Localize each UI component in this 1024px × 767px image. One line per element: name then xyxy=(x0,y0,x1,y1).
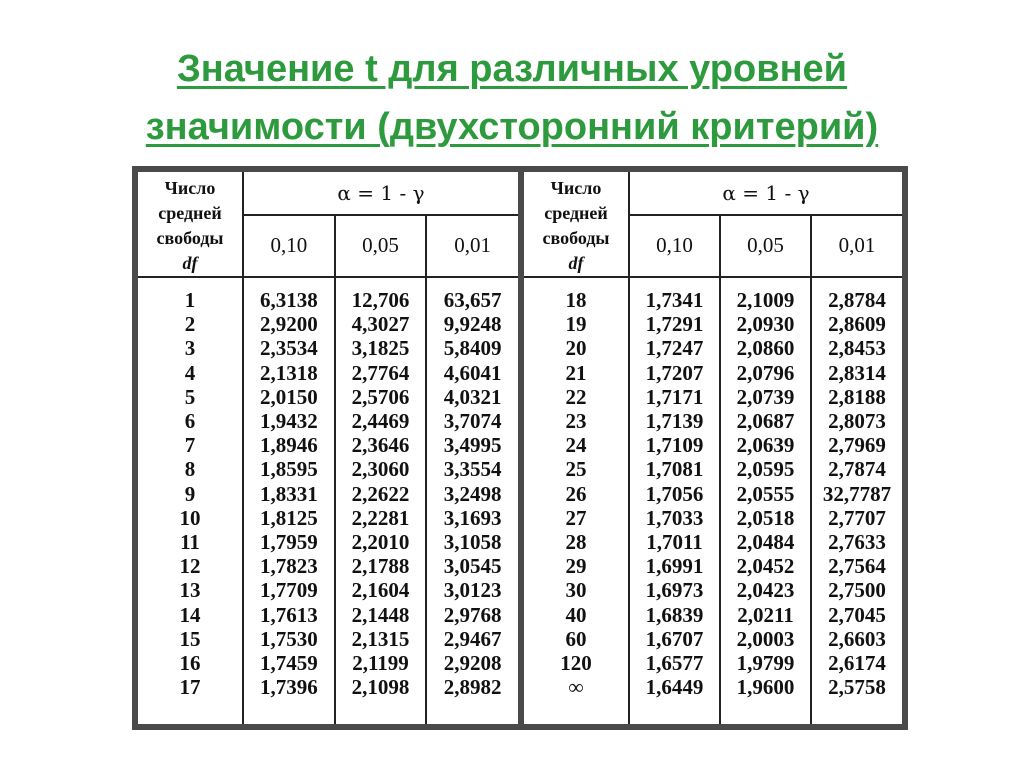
df-value: 21 xyxy=(565,360,587,385)
df-value: ∞ xyxy=(568,675,584,700)
t-value: 3,1825 xyxy=(351,336,410,361)
level-001-column xyxy=(811,277,902,724)
t-value: 2,0595 xyxy=(736,457,795,482)
alpha-header: α = 1 - γ xyxy=(629,172,902,215)
t-value: 63,657 xyxy=(443,288,502,312)
t-value: 2,0555 xyxy=(736,481,795,506)
t-value: 2,8609 xyxy=(828,312,886,337)
df-value: 16 xyxy=(179,651,201,676)
t-value: 2,5758 xyxy=(828,675,886,700)
t-value: 2,2281 xyxy=(351,505,410,530)
t-value: 1,9799 xyxy=(736,651,795,676)
t-table-frame xyxy=(132,166,908,730)
df-value: 24 xyxy=(565,433,587,458)
t-value: 1,7396 xyxy=(259,675,318,700)
df-value: 1 xyxy=(184,288,196,312)
t-value: 2,1448 xyxy=(351,602,410,627)
t-value: 32,7787 xyxy=(822,481,892,506)
t-value: 2,0518 xyxy=(736,505,795,530)
t-value: 2,7707 xyxy=(828,505,886,530)
t-value: 2,9208 xyxy=(443,651,502,676)
df-value: 4 xyxy=(184,360,196,385)
t-value: 2,0739 xyxy=(736,384,795,409)
t-value: 5,8409 xyxy=(443,336,502,361)
level-010-column xyxy=(629,277,720,724)
t-value: 1,7139 xyxy=(645,409,704,434)
t-value: 2,4469 xyxy=(351,409,410,434)
df-value: 23 xyxy=(565,409,587,434)
t-table-left xyxy=(138,172,518,724)
df-value: 12 xyxy=(179,554,201,579)
t-value: 2,8188 xyxy=(828,384,886,409)
t-value: 6,3138 xyxy=(259,288,318,312)
t-value: 1,7341 xyxy=(645,288,704,312)
slide-title xyxy=(0,40,1024,156)
t-value: 1,9600 xyxy=(736,675,795,700)
df-value: 30 xyxy=(565,578,587,603)
df-value: 28 xyxy=(565,530,587,555)
t-value: 1,7459 xyxy=(259,651,318,676)
df-value: 20 xyxy=(565,336,587,361)
t-value: 2,3646 xyxy=(351,433,410,458)
level-header: 0,01 xyxy=(811,215,902,277)
t-value: 1,7056 xyxy=(645,481,704,506)
t-value: 9,9248 xyxy=(443,312,502,337)
t-value: 2,7564 xyxy=(828,554,886,579)
t-value: 1,7109 xyxy=(645,433,704,458)
df-value: 60 xyxy=(565,626,587,651)
t-value: 1,8946 xyxy=(259,433,318,458)
level-010-column xyxy=(243,277,335,724)
t-value: 1,6577 xyxy=(645,651,704,676)
t-value: 1,7011 xyxy=(646,530,703,555)
df-value: 5 xyxy=(184,384,196,409)
t-value: 3,2498 xyxy=(443,481,502,506)
t-value: 4,0321 xyxy=(443,384,502,409)
t-value: 2,1199 xyxy=(352,651,409,676)
t-value: 1,8595 xyxy=(259,457,318,482)
t-value: 2,5706 xyxy=(351,384,410,409)
t-value: 1,7613 xyxy=(259,602,318,627)
t-value: 2,2622 xyxy=(351,481,410,506)
df-value: 13 xyxy=(179,578,201,603)
t-value: 1,7530 xyxy=(259,626,318,651)
t-value: 2,0452 xyxy=(736,554,795,579)
t-value: 2,0860 xyxy=(736,336,795,361)
level-005-column xyxy=(720,277,811,724)
df-value: 25 xyxy=(565,457,587,482)
t-value: 2,3534 xyxy=(259,336,318,361)
t-value: 2,0796 xyxy=(736,360,795,385)
t-value: 2,6174 xyxy=(828,651,886,676)
t-value: 2,0687 xyxy=(736,409,795,434)
t-value: 1,6839 xyxy=(645,602,704,627)
df-value: 17 xyxy=(179,675,201,700)
df-value: 15 xyxy=(179,626,201,651)
t-value: 2,8453 xyxy=(828,336,886,361)
t-value: 2,7633 xyxy=(828,530,886,555)
t-value: 2,9768 xyxy=(443,602,502,627)
t-value: 1,7709 xyxy=(259,578,318,603)
t-value: 2,8314 xyxy=(828,360,886,385)
t-value: 1,7291 xyxy=(645,312,704,337)
t-value: 2,7045 xyxy=(828,602,886,627)
t-value: 1,6449 xyxy=(645,675,704,700)
level-header: 0,01 xyxy=(426,215,518,277)
t-value: 2,9200 xyxy=(259,312,318,337)
t-value: 12,706 xyxy=(351,288,410,312)
t-value: 2,8982 xyxy=(443,675,502,700)
t-value: 2,9467 xyxy=(443,626,502,651)
level-005-column xyxy=(335,277,427,724)
level-header: 0,05 xyxy=(335,215,427,277)
t-value: 3,0545 xyxy=(443,554,502,579)
df-value: 10 xyxy=(179,505,201,530)
t-value: 3,0123 xyxy=(443,578,502,603)
t-value: 1,6991 xyxy=(645,554,704,579)
df-value: 14 xyxy=(179,602,201,627)
df-column xyxy=(524,277,629,724)
t-value: 2,1788 xyxy=(351,554,410,579)
t-value: 2,8073 xyxy=(828,409,886,434)
t-value: 2,3060 xyxy=(351,457,410,482)
df-column xyxy=(138,277,243,724)
alpha-header: α = 1 - γ xyxy=(243,172,518,215)
t-value: 3,1058 xyxy=(443,530,502,555)
t-value: 1,7033 xyxy=(645,505,704,530)
df-header: Число средней свободы df xyxy=(138,172,243,277)
t-value: 1,7081 xyxy=(645,457,704,482)
df-value: 27 xyxy=(565,505,587,530)
t-value: 2,0930 xyxy=(736,312,795,337)
df-value: 7 xyxy=(184,433,196,458)
t-table-right xyxy=(524,172,902,724)
t-value: 2,0484 xyxy=(736,530,795,555)
t-value: 2,7969 xyxy=(828,433,886,458)
t-value: 4,3027 xyxy=(351,312,410,337)
t-value: 2,0423 xyxy=(736,578,795,603)
df-value: 18 xyxy=(565,288,587,312)
df-value: 22 xyxy=(565,384,587,409)
title-line-1: Значение t для различных уровней xyxy=(176,48,848,90)
t-value: 3,3554 xyxy=(443,457,502,482)
t-value: 1,6973 xyxy=(645,578,704,603)
t-value: 1,8125 xyxy=(259,505,318,530)
df-header: Число средней свободы df xyxy=(524,172,629,277)
t-value: 2,7764 xyxy=(351,360,410,385)
t-value: 1,6707 xyxy=(645,626,704,651)
t-value: 1,7823 xyxy=(259,554,318,579)
df-value: 2 xyxy=(184,312,196,337)
t-value: 2,0150 xyxy=(259,384,318,409)
df-value: 26 xyxy=(565,481,587,506)
df-value: 9 xyxy=(184,481,196,506)
level-001-column xyxy=(426,277,518,724)
t-value: 1,8331 xyxy=(259,481,318,506)
t-value: 4,6041 xyxy=(443,360,502,385)
t-value: 2,1098 xyxy=(351,675,410,700)
t-value: 2,1315 xyxy=(351,626,410,651)
level-header: 0,10 xyxy=(243,215,335,277)
t-value: 2,0639 xyxy=(736,433,795,458)
t-value: 2,1009 xyxy=(736,288,795,312)
t-value: 3,4995 xyxy=(443,433,502,458)
t-value: 1,9432 xyxy=(259,409,318,434)
level-header: 0,05 xyxy=(720,215,811,277)
t-value: 2,7874 xyxy=(828,457,886,482)
t-value: 3,7074 xyxy=(443,409,502,434)
t-value: 2,0003 xyxy=(736,626,795,651)
df-value: 8 xyxy=(184,457,196,482)
df-value: 40 xyxy=(565,602,587,627)
df-value: 3 xyxy=(184,336,196,361)
t-value: 1,7207 xyxy=(645,360,704,385)
t-value: 1,7171 xyxy=(645,384,704,409)
t-value: 1,7247 xyxy=(645,336,704,361)
t-value: 2,6603 xyxy=(828,626,886,651)
t-value: 2,0211 xyxy=(737,602,794,627)
t-value: 1,7959 xyxy=(259,530,318,555)
t-value: 3,1693 xyxy=(443,505,502,530)
df-value: 120 xyxy=(560,651,592,676)
df-value: 29 xyxy=(565,554,587,579)
t-value: 2,1604 xyxy=(351,578,410,603)
t-value: 2,2010 xyxy=(351,530,410,555)
df-value: 19 xyxy=(565,312,587,337)
t-value: 2,7500 xyxy=(828,578,886,603)
t-value: 2,1318 xyxy=(259,360,318,385)
t-value: 2,8784 xyxy=(828,288,886,312)
df-value: 6 xyxy=(184,409,196,434)
df-value: 11 xyxy=(180,530,200,555)
level-header: 0,10 xyxy=(629,215,720,277)
title-line-2: значимости (двухсторонний критерий) xyxy=(145,106,879,148)
